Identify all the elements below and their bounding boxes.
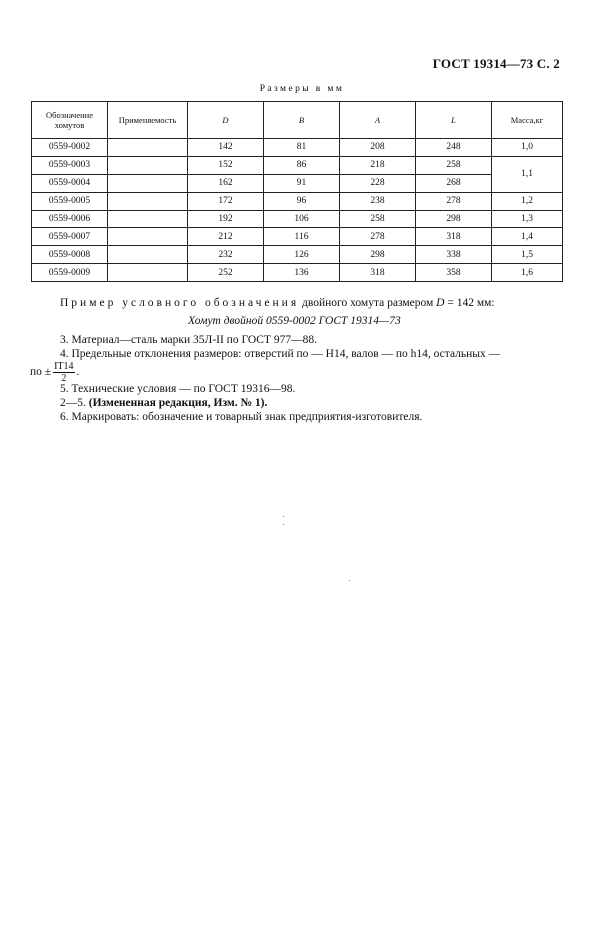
cell-mass: 1,4 [492,228,563,246]
cell-designation: 0559-0007 [32,228,108,246]
cell-l: 318 [416,228,492,246]
example-designation: Хомут двойной 0559-0002 ГОСТ 19314—73 [188,315,401,327]
cell-a: 298 [340,246,416,264]
cell-b: 126 [264,246,340,264]
cell-applicability [108,174,188,192]
example-rest-a: двойного хомута размером [302,297,434,309]
cell-designation: 0559-0004 [32,174,108,192]
cell-a: 318 [340,264,416,282]
cell-applicability [108,264,188,282]
cell-mass: 1,1 [492,156,563,192]
cell-b: 96 [264,192,340,210]
cell-d: 232 [188,246,264,264]
fraction-denominator: 2 [61,373,67,384]
col-header-mass: Масса,кг [492,102,563,139]
note-amendment: (Измененная редакция, Изм. № 1). [88,397,268,409]
cell-b: 136 [264,264,340,282]
scan-speck [283,516,284,517]
cell-l: 248 [416,139,492,157]
cell-applicability [108,192,188,210]
tolerance-fraction [53,361,74,384]
table-row [32,210,563,228]
table-row [32,139,563,157]
scan-speck [349,580,350,581]
table-row [32,156,563,174]
col-header-a: A [340,102,416,139]
cell-mass: 1,6 [492,264,563,282]
cell-l: 268 [416,174,492,192]
item-2-5-note [60,396,267,410]
cell-b: 86 [264,156,340,174]
item-4-line2 [30,361,79,384]
cell-mass: 1,0 [492,139,563,157]
cell-a: 208 [340,139,416,157]
page-header: ГОСТ 19314—73 С. 2 [432,56,560,71]
col-header-l: L [416,102,492,139]
cell-mass: 1,2 [492,192,563,210]
item-3: 3. Материал—сталь марки 35Л-II по ГОСТ 977—88. [60,334,317,346]
cell-a: 278 [340,228,416,246]
cell-l: 338 [416,246,492,264]
cell-a: 228 [340,174,416,192]
cell-a: 218 [340,156,416,174]
cell-l: 258 [416,156,492,174]
cell-l: 278 [416,192,492,210]
cell-d: 252 [188,264,264,282]
table-row [32,228,563,246]
example-lead: Пример условного обозначения [60,297,300,309]
cell-applicability [108,139,188,157]
cell-d: 152 [188,156,264,174]
example-var: D [436,297,445,309]
cell-designation: 0559-0008 [32,246,108,264]
example-rest-b: = 142 мм: [447,297,495,309]
cell-d: 212 [188,228,264,246]
table-row [32,246,563,264]
table-caption: Размеры в мм [259,84,345,94]
cell-d: 162 [188,174,264,192]
cell-b: 81 [264,139,340,157]
cell-designation: 0559-0002 [32,139,108,157]
cell-a: 238 [340,192,416,210]
note-number: 2—5. [60,397,86,409]
example-line [60,296,495,310]
table-row [32,192,563,210]
cell-b: 106 [264,210,340,228]
col-header-d: D [188,102,264,139]
cell-d: 192 [188,210,264,228]
col-header-applicability: Применяемость [108,102,188,139]
cell-b: 116 [264,228,340,246]
dimensions-table [31,101,563,282]
cell-applicability [108,246,188,264]
cell-designation: 0559-0006 [32,210,108,228]
fraction-numerator: IT14 [54,361,74,372]
cell-applicability [108,210,188,228]
item-5: 5. Технические условия — по ГОСТ 19316—98. [60,383,296,395]
cell-d: 172 [188,192,264,210]
table-row [32,264,563,282]
col-header-b: B [264,102,340,139]
item-6: 6. Маркировать: обозначение и товарный знак предприятия-изготовителя. [60,411,423,423]
cell-a: 258 [340,210,416,228]
cell-mass: 1,5 [492,246,563,264]
table-row [32,174,563,192]
cell-designation: 0559-0003 [32,156,108,174]
cell-mass: 1,3 [492,210,563,228]
item-4-post: . [76,366,80,379]
cell-d: 142 [188,139,264,157]
cell-designation: 0559-0005 [32,192,108,210]
item-4-line1: 4. Предельные отклонения размеров: отверстий по — Н14, валов — по h14, остальных — [60,348,501,360]
scan-speck [283,524,284,525]
col-header-designation: Обозначение хомутов [32,102,108,139]
table-header-row [32,102,563,139]
cell-designation: 0559-0009 [32,264,108,282]
cell-l: 358 [416,264,492,282]
item-4-pre: по ± [30,366,52,379]
cell-b: 91 [264,174,340,192]
cell-applicability [108,228,188,246]
cell-l: 298 [416,210,492,228]
cell-applicability [108,156,188,174]
